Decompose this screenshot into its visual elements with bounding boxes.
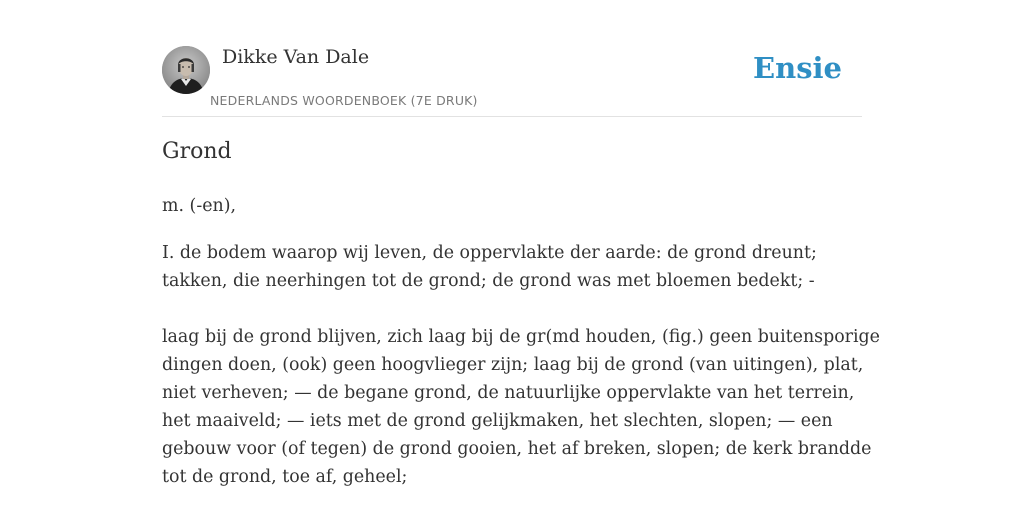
author-name[interactable]: Dikke Van Dale: [222, 46, 370, 68]
ensie-logo[interactable]: Ensie: [753, 51, 842, 85]
portrait-photo-icon: [162, 46, 210, 94]
entry-grammar: m. (-en),: [162, 196, 237, 216]
author-avatar[interactable]: [162, 46, 210, 94]
definition-paragraph-1: I. de bodem waarop wij leven, de oppervlakte der aarde: de grond dreunt; takken, die neerhingen tot de grond; de grond was met bloemen bedekt; -: [162, 243, 817, 291]
source-label[interactable]: NEDERLANDS WOORDENBOEK (7E DRUK): [210, 93, 478, 108]
source-header: [162, 46, 862, 117]
entry-title: Grond: [162, 139, 232, 164]
definition-paragraph-2: laag bij de grond blijven, zich laag bij de gr(md houden, (fig.) geen buitensporige dingen doen, (ook) geen hoogvlieger zijn; laag bij de grond (van uitingen), plat, niet verheven; — de begane grond, de natuurlijke oppervlakte van het terrein, het maaiveld; — iets met de grond gelijkmaken, het slechten, slopen; — een gebouw voor (of tegen) de grond gooien, het af breken, slopen; de kerk brandde tot de grond, toe af, geheel;: [162, 327, 880, 487]
